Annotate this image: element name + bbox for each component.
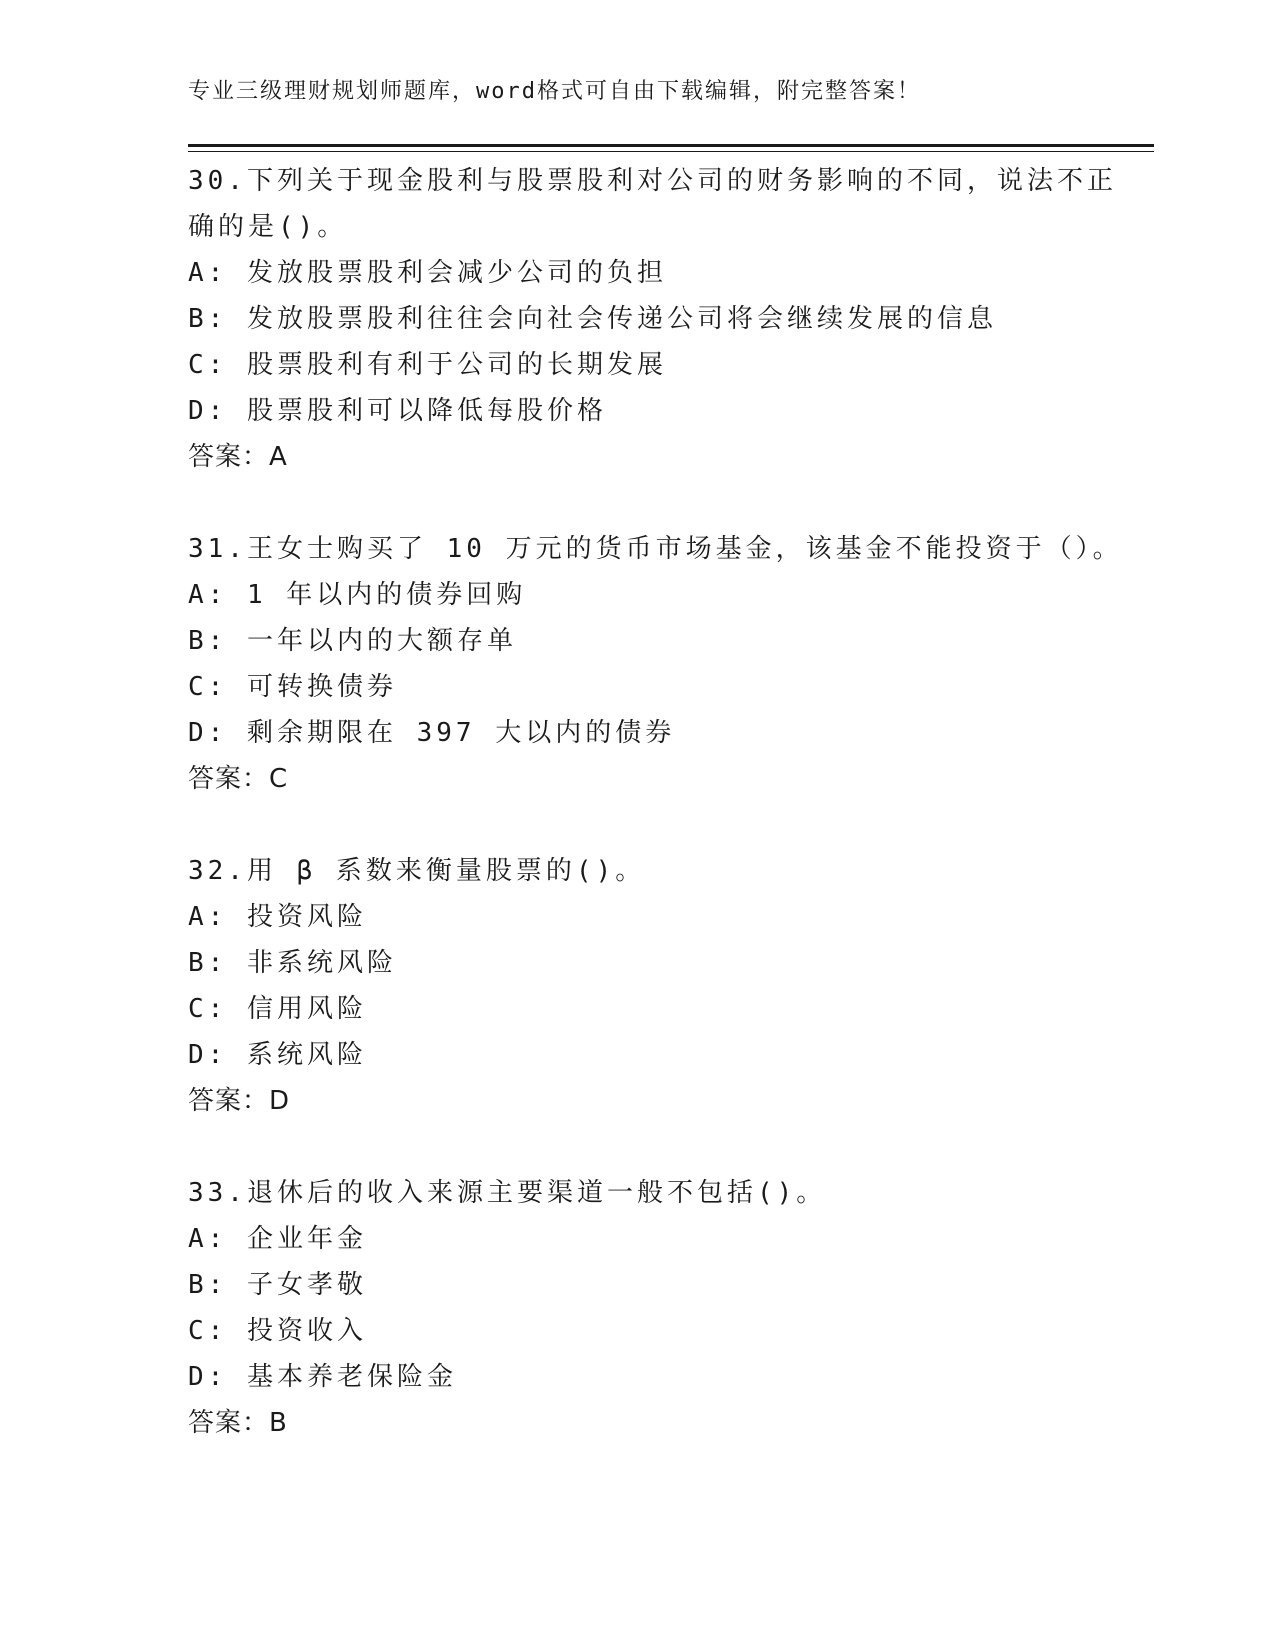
option-d: D: 股票股利可以降低每股价格: [188, 396, 607, 426]
option-c: C: 投资收入: [188, 1316, 367, 1346]
option-a: A: 发放股票股利会减少公司的负担: [188, 258, 667, 288]
header-divider-thick: [188, 144, 1154, 147]
option-a: A: 企业年金: [188, 1224, 367, 1254]
option-b: B: 非系统风险: [188, 948, 397, 978]
option-c: C: 信用风险: [188, 994, 367, 1024]
question-32: [188, 848, 1088, 1124]
question-30: [188, 158, 1117, 480]
option-d: D: 基本养老保险金: [188, 1362, 457, 1392]
option-a: A: 1 年以内的债券回购: [188, 580, 527, 610]
page-header: 专业三级理财规划师题库，word格式可自由下载编辑，附完整答案！: [188, 79, 921, 104]
option-b: B: 一年以内的大额存单: [188, 626, 517, 656]
answer: 答案：A: [188, 442, 288, 472]
option-b: B: 子女孝敬: [188, 1270, 367, 1300]
answer: 答案：D: [188, 1086, 291, 1116]
question-stem: 30.下列关于现金股利与股票股利对公司的财务影响的不同，说法不正: [188, 166, 1117, 196]
answer: 答案：B: [188, 1408, 288, 1438]
header-divider-thin: [188, 151, 1154, 152]
question-stem: 31.王女士购买了 10 万元的货币市场基金，该基金不能投资于（）。: [188, 534, 1123, 564]
option-b: B: 发放股票股利往往会向社会传递公司将会继续发展的信息: [188, 304, 997, 334]
question-31: [188, 526, 1123, 802]
question-stem: 32.用 β 系数来衡量股票的()。: [188, 856, 646, 886]
option-a: A: 投资风险: [188, 902, 367, 932]
question-33: [188, 1170, 1088, 1446]
question-list: [188, 158, 1123, 1492]
question-stem: 33.退休后的收入来源主要渠道一般不包括()。: [188, 1178, 827, 1208]
option-d: D: 剩余期限在 397 大以内的债券: [188, 718, 676, 748]
question-stem: 确的是()。: [188, 212, 348, 242]
answer: 答案：C: [188, 764, 289, 794]
option-c: C: 股票股利有利于公司的长期发展: [188, 350, 667, 380]
option-d: D: 系统风险: [188, 1040, 367, 1070]
option-c: C: 可转换债券: [188, 672, 397, 702]
